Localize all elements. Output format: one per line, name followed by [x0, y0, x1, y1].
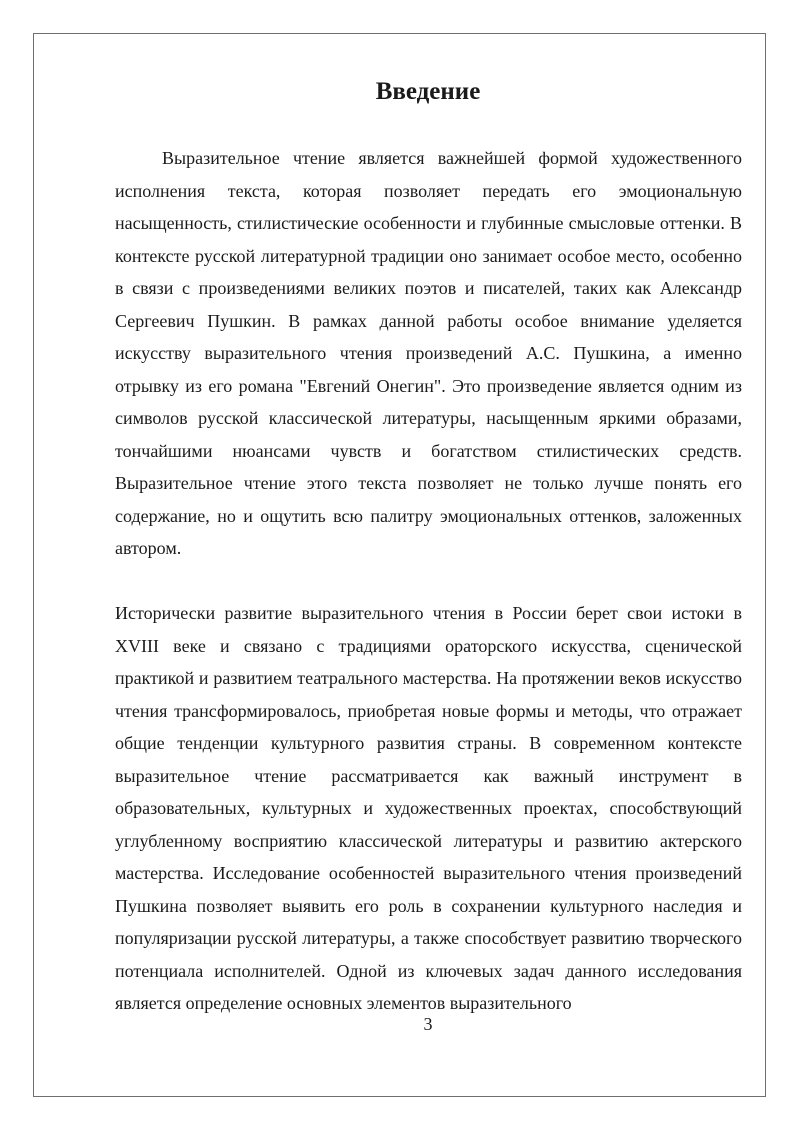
paragraph-introduction: Выразительное чтение является важнейшей формой художественного исполнения текста, которая позволяет передать его эмоциональную насыщенность, стилистические особенности и глубинные смысловые оттенки. В контексте русской литературной традиции оно занимает особое место, особенно в связи с произведениями великих поэтов и писателей, таких как Александр Сергеевич Пушкин. В рамках данной работы особое внимание уделяется искусству выразительного чтения произведений А.С. Пушкина, а именно отрывку из его романа "Евгений Онегин". Это произведение является одним из символов русской классической литературы, насыщенным яркими образами, тончайшими нюансами чувств и богатством стилистических средств. Выразительное чтение этого текста позволяет не только лучше понять его содержание, но и ощутить всю палитру эмоциональных оттенков, заложенных автором. — [115, 148, 742, 558]
page-number: 3 — [423, 1014, 433, 1034]
paragraph-history: Исторически развитие выразительного чтения в России берет свои истоки в XVIII веке и связано с традициями ораторского искусства, сценической практикой и развитием театрального мастерства. На протяжении веков искусство чтения трансформировалось, приобретая новые формы и методы, что отражает общие тенденции культурного развития страны. В современном контексте выразительное чтение рассматривается как важный инструмент в образовательных, культурных и художественных проектах, способствующий углубленному восприятию классической литературы и развитию актерского мастерства. Исследование особенностей выразительного чтения произведений Пушкина позволяет выявить его роль в сохранении культурного наследия и популяризации русской литературы, а также способствует развитию творческого потенциала исполнителей. Одной из ключевых задач данного исследования является определение основных элементов выразительного — [115, 603, 742, 1013]
document-body — [115, 142, 742, 1020]
page-title: Введение — [375, 78, 481, 105]
